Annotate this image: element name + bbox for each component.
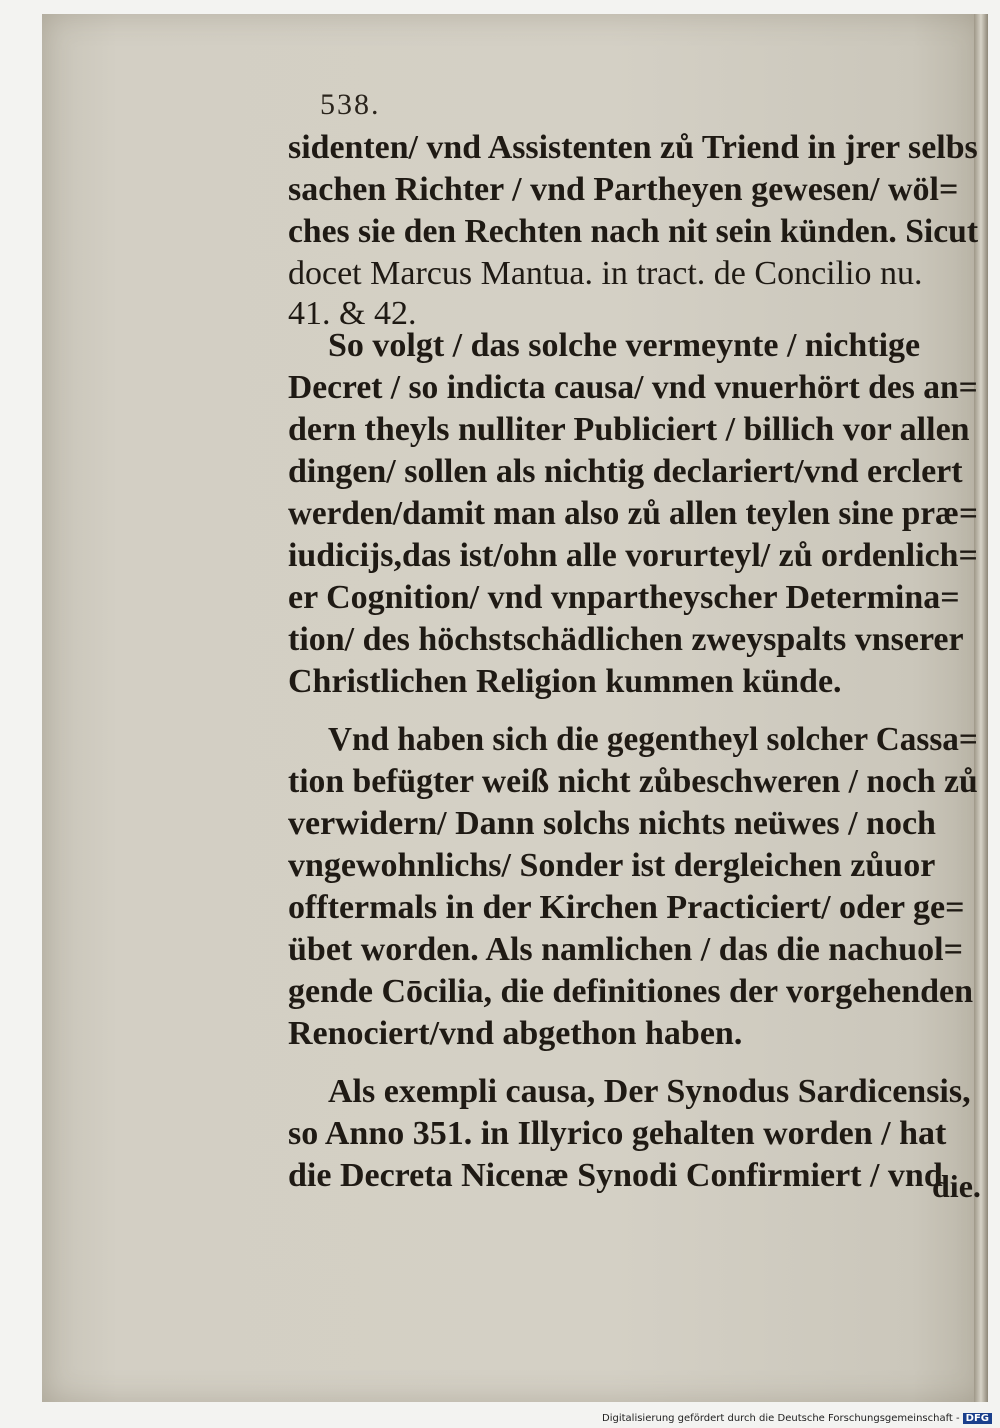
text-line: sidenten/ vnd Assistenten zů Triend in jrer selbs [288,129,978,166]
text-line: iudicijs,das ist/ohn alle vorurteyl/ zů ordenlich= [288,537,978,574]
text-line: so Anno 351. in Illyrico gehalten worden / hat [288,1115,947,1152]
text-line: Vnd haben sich die gegentheyl solcher Cassa= [328,721,978,758]
text-line: docet Marcus Mantua. in tract. de Concilio nu. [288,255,923,292]
text-line: dern theyls nulliter Publiciert / billich vor allen [288,411,970,448]
text-line: offtermals in der Kirchen Practiciert/ oder ge= [288,889,965,926]
text-line: 41. & 42. [288,295,417,332]
text-line: So volgt / das solche vermeynte / nichtige [328,327,921,364]
page-number: 538. [320,88,381,121]
footer-credit [602,1413,992,1424]
text-line: sachen Richter / vnd Partheyen gewesen/ wöl= [288,171,959,208]
text-line: tion/ des höchstschädlichen zweyspalts vnserer [288,621,964,658]
text-line: Als exempli causa, Der Synodus Sardicensis, [328,1073,971,1110]
text-line: die Decreta Nicenæ Synodi Confirmiert / vnd [288,1157,943,1194]
text-line: gende Cōcilia, die definitiones der vorgehenden [288,973,974,1010]
text-line: Christlichen Religion kummen künde. [288,663,842,700]
text-line: werden/damit man also zů allen teylen sine præ= [288,495,978,532]
text-line: vngewohnlichs/ Sonder ist dergleichen zůuor [288,847,936,884]
text-line: tion befügter weiß nicht zůbeschweren / noch zů [288,763,978,800]
text-line: dingen/ sollen als nichtig declariert/vnd erclert [288,453,963,490]
text-line: er Cognition/ vnd vnpartheyscher Determina= [288,579,960,616]
catchword: die. [932,1168,981,1204]
dfg-logo-icon: DFG [963,1413,992,1424]
footer-text: Digitalisierung gefördert durch die Deutsche Forschungsgemeinschaft - [602,1413,960,1424]
text-line: Decret / so indicta causa/ vnd vnuerhört des an= [288,369,978,406]
text-line: Renociert/vnd abgethon haben. [288,1015,743,1052]
text-line: verwidern/ Dann solchs nichts neüwes / noch [288,805,936,842]
text-line: übet worden. Als namlichen / das die nachuol= [288,931,963,968]
text-line: ches sie den Rechten nach nit sein künden. Sicut [288,213,979,250]
